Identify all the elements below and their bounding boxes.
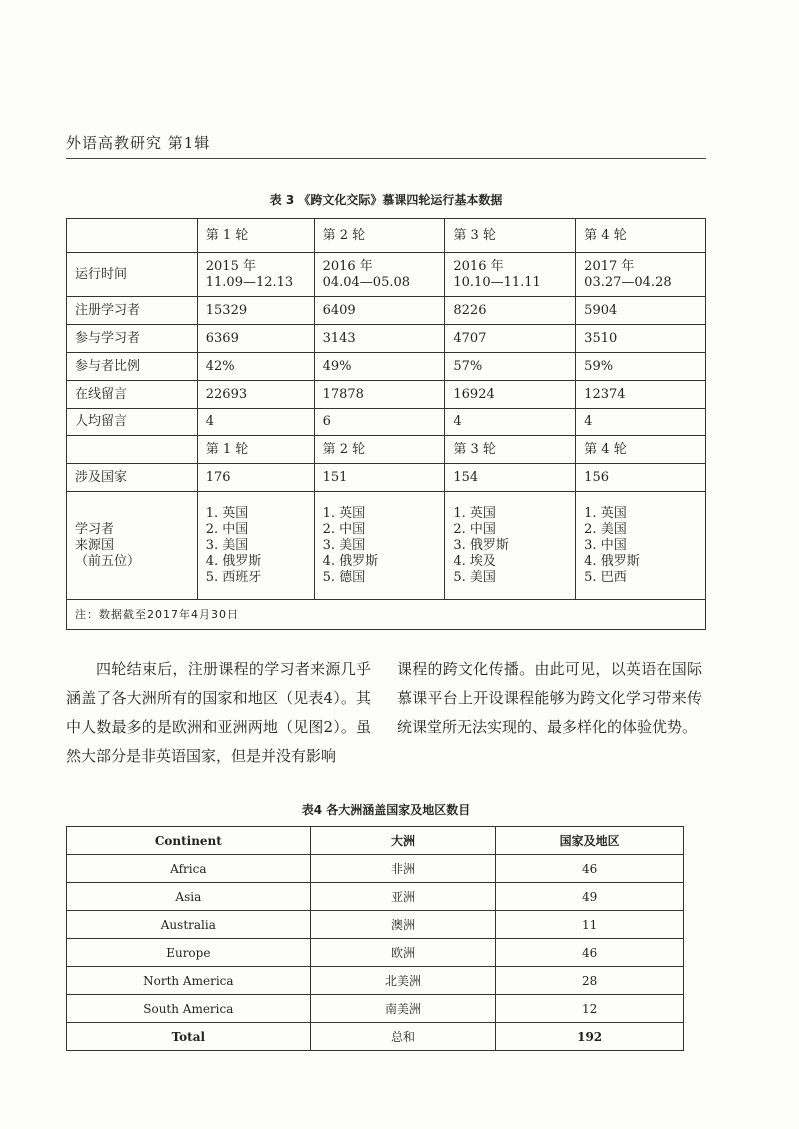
- table-cell: Asia: [67, 883, 311, 911]
- list-item: 3. 美国: [322, 537, 366, 553]
- table-row: [67, 297, 706, 325]
- cell-line: 2015 年: [205, 258, 256, 274]
- table-cell: 参与学习者: [67, 325, 198, 353]
- table-row: [67, 911, 684, 939]
- list-item: 4. 俄罗斯: [322, 553, 379, 569]
- table-cell: [197, 253, 314, 297]
- table-cell: 澳洲: [310, 911, 496, 939]
- table-cell: [67, 219, 198, 253]
- cell-line: 2016 年: [322, 258, 373, 274]
- table-cell: 4707: [445, 325, 576, 353]
- list-item: 2. 美国: [584, 521, 627, 537]
- table-row: [67, 219, 706, 253]
- table-cell: 16924: [445, 381, 576, 409]
- table-cell: 运行时间: [67, 253, 198, 297]
- table-cell: 第 4 轮: [576, 219, 706, 253]
- table-cell: Australia: [67, 911, 311, 939]
- table-cell: 22693: [197, 381, 314, 409]
- table-row: [67, 600, 706, 630]
- cell-line: 04.04—05.08: [322, 274, 411, 290]
- list-item: 1. 英国: [584, 505, 627, 521]
- table-cell: 6: [314, 409, 445, 436]
- table3-caption: 表 3 《跨文化交际》慕课四轮运行基本数据: [269, 193, 503, 207]
- list-item: 2. 中国: [453, 521, 496, 537]
- table-row: [67, 353, 706, 381]
- table-cell: 15329: [197, 297, 314, 325]
- list-item: 1. 英国: [322, 505, 366, 521]
- list-item: 5. 美国: [453, 569, 496, 585]
- list-item: 4. 俄罗斯: [584, 553, 640, 569]
- table-row: [67, 409, 706, 436]
- table-cell: 6409: [314, 297, 445, 325]
- list-item: 5. 西班牙: [205, 569, 262, 585]
- table-cell: [197, 492, 314, 600]
- table-cell: [67, 492, 198, 600]
- list-item: 4. 俄罗斯: [205, 553, 262, 569]
- table-cell: 北美洲: [310, 967, 496, 995]
- table-row: [67, 967, 684, 995]
- table4-caption: 表4 各大洲涵盖国家及地区数目: [301, 803, 471, 817]
- table-cell: [576, 492, 706, 600]
- table-cell: 17878: [314, 381, 445, 409]
- table-cell: 192: [496, 1023, 684, 1051]
- table-cell: [314, 492, 445, 600]
- cell-line: 10.10—11.11: [453, 274, 541, 290]
- table-cell: 第 1 轮: [197, 219, 314, 253]
- table-cell: 欧洲: [310, 939, 496, 967]
- table-row: [67, 253, 706, 297]
- table-row: [67, 995, 684, 1023]
- table-cell: 176: [197, 464, 314, 492]
- table-row: [67, 464, 706, 492]
- column-header: 大洲: [310, 827, 496, 855]
- table-cell: 3510: [576, 325, 706, 353]
- table-cell: South America: [67, 995, 311, 1023]
- table-cell: 第 2 轮: [314, 219, 445, 253]
- table-cell: 11: [496, 911, 684, 939]
- table-cell: North America: [67, 967, 311, 995]
- table-cell: 46: [496, 939, 684, 967]
- table-cell: 在线留言: [67, 381, 198, 409]
- list-item: 1. 英国: [453, 505, 496, 521]
- list-item: 2. 中国: [322, 521, 366, 537]
- table-cell: 4: [197, 409, 314, 436]
- list-item: 3. 俄罗斯: [453, 537, 509, 553]
- table-cell: 59%: [576, 353, 706, 381]
- table3-note: 注：数据截至2017年4月30日: [67, 600, 706, 630]
- table-cell: 8226: [445, 297, 576, 325]
- list-item: 4. 埃及: [453, 553, 496, 569]
- table-cell: 12: [496, 995, 684, 1023]
- table-cell: [576, 253, 706, 297]
- table-row: [67, 436, 706, 464]
- cell-line: 学习者: [75, 521, 115, 537]
- cell-line: 11.09—12.13: [205, 274, 294, 290]
- table-cell: 注册学习者: [67, 297, 198, 325]
- column-header: Continent: [67, 827, 311, 855]
- table-row: [67, 492, 706, 600]
- cell-line: 2016 年: [453, 258, 504, 274]
- cell-line: 2017 年: [584, 258, 635, 274]
- table-cell: 非洲: [310, 855, 496, 883]
- body-paragraph-right: 课程的跨文化传播。由此可见，以英语在国际慕课平台上开设课程能够为跨文化学习带来传统课堂所无法实现的、最多样化的体验优势。: [397, 660, 702, 736]
- table-cell: 46: [496, 855, 684, 883]
- table-cell: 第 3 轮: [445, 219, 576, 253]
- table-cell: 4: [576, 409, 706, 436]
- table-cell: 57%: [445, 353, 576, 381]
- table-cell: 第 4 轮: [576, 436, 706, 464]
- table4: [66, 826, 684, 1051]
- table-cell: Europe: [67, 939, 311, 967]
- table3: [66, 218, 706, 630]
- table-cell: 南美洲: [310, 995, 496, 1023]
- table-cell: 第 3 轮: [445, 436, 576, 464]
- table-cell: 第 1 轮: [197, 436, 314, 464]
- table-cell: [314, 253, 445, 297]
- table-cell: 6369: [197, 325, 314, 353]
- table-cell: Africa: [67, 855, 311, 883]
- table-cell: 49%: [314, 353, 445, 381]
- table-cell: 156: [576, 464, 706, 492]
- table-row: [67, 325, 706, 353]
- running-header: 外语高教研究 第1辑: [66, 134, 211, 152]
- list-item: 2. 中国: [205, 521, 249, 537]
- cell-line: （前五位）: [75, 553, 141, 569]
- table-cell: 3143: [314, 325, 445, 353]
- list-item: 3. 美国: [205, 537, 249, 553]
- header-rule: [66, 158, 706, 159]
- table-cell: Total: [67, 1023, 311, 1051]
- table-cell: 总和: [310, 1023, 496, 1051]
- table-cell: [445, 253, 576, 297]
- table-cell: 151: [314, 464, 445, 492]
- table-cell: 亚洲: [310, 883, 496, 911]
- table-total-row: [67, 1023, 684, 1051]
- list-item: 1. 英国: [205, 505, 249, 521]
- table-row: [67, 939, 684, 967]
- cell-line: 来源国: [75, 537, 115, 553]
- table-row: [67, 855, 684, 883]
- table-cell: 参与者比例: [67, 353, 198, 381]
- body-paragraph-left: 四轮结束后，注册课程的学习者来源几乎涵盖了各大洲所有的国家和地区（见表4）。其中人数最多的是欧洲和亚洲两地（见图2）。虽然大部分是非英语国家，但是并没有影响: [66, 660, 371, 765]
- table-cell: 人均留言: [67, 409, 198, 436]
- list-item: 5. 德国: [322, 569, 366, 585]
- table-cell: 28: [496, 967, 684, 995]
- table-cell: 12374: [576, 381, 706, 409]
- table-cell: 49: [496, 883, 684, 911]
- table-cell: 5904: [576, 297, 706, 325]
- list-item: 5. 巴西: [584, 569, 627, 585]
- list-item: 3. 中国: [584, 537, 627, 553]
- table-row: [67, 381, 706, 409]
- table-cell: 第 2 轮: [314, 436, 445, 464]
- table-header-row: [67, 827, 684, 855]
- table-cell: [67, 436, 198, 464]
- table-cell: 42%: [197, 353, 314, 381]
- cell-line: 03.27—04.28: [584, 274, 672, 290]
- table-cell: 154: [445, 464, 576, 492]
- table-row: [67, 883, 684, 911]
- column-header: 国家及地区: [496, 827, 684, 855]
- table-cell: [445, 492, 576, 600]
- table-cell: 涉及国家: [67, 464, 198, 492]
- table-cell: 4: [445, 409, 576, 436]
